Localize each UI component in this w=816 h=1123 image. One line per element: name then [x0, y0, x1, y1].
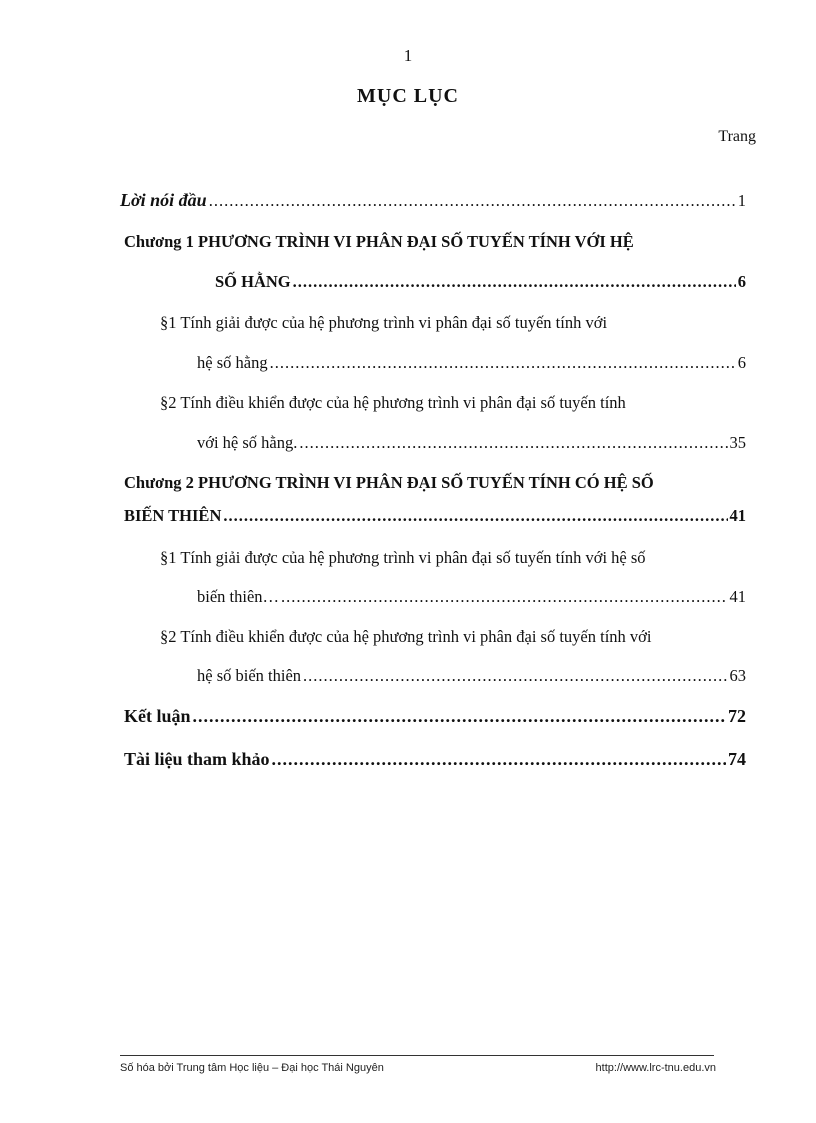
toc-page: 72	[728, 706, 746, 726]
toc-entry-preface[interactable]	[120, 190, 746, 211]
dot-leader	[223, 506, 727, 526]
toc-label: Kết luận	[124, 706, 191, 726]
page-column-label: Trang	[718, 128, 756, 145]
toc-page: 74	[728, 749, 746, 769]
toc-label: hệ số hằng	[197, 353, 268, 372]
toc-section-line[interactable]: §1 Tính giải được của hệ phương trình vi phân đại số tuyến tính với hệ số	[160, 548, 646, 567]
page-number: 1	[403, 46, 413, 65]
dot-leader	[303, 666, 727, 686]
toc-entry-references[interactable]	[124, 749, 746, 770]
toc-entry-section[interactable]	[197, 433, 746, 453]
toc-page: 1	[737, 191, 746, 210]
toc-label: BIẾN THIÊN	[124, 506, 222, 525]
toc-page: 6	[737, 272, 746, 291]
toc-page: 63	[729, 666, 746, 685]
toc-label: Tài liệu tham khảo	[124, 749, 270, 769]
dot-leader	[193, 706, 726, 727]
toc-entry-chapter2[interactable]	[124, 506, 746, 526]
toc-entry-section[interactable]	[197, 666, 746, 686]
dot-leader	[293, 272, 736, 292]
toc-page: 41	[729, 506, 746, 525]
toc-page: 6	[737, 353, 746, 372]
dot-leader	[281, 587, 727, 607]
toc-section-line[interactable]: §2 Tính điều khiển được của hệ phương trình vi phân đại số tuyến tính với	[160, 627, 652, 646]
dot-leader	[272, 749, 726, 770]
toc-section-line[interactable]: §2 Tính điều khiển được của hệ phương trình vi phân đại số tuyến tính	[160, 393, 626, 412]
toc-label: SỐ HẰNG	[215, 272, 291, 291]
toc-entry-section[interactable]	[197, 353, 746, 373]
dot-leader	[299, 433, 727, 453]
toc-entry-conclusion[interactable]	[124, 706, 746, 727]
toc-page: 41	[729, 587, 746, 606]
dot-leader	[209, 191, 736, 211]
toc-entry-section[interactable]	[197, 587, 746, 607]
dot-leader	[270, 353, 736, 373]
footer-rule	[120, 1055, 714, 1056]
toc-chapter2-heading[interactable]: Chương 2 PHƯƠNG TRÌNH VI PHÂN ĐẠI SỐ TUYẾN TÍNH CÓ HỆ SỐ	[124, 473, 654, 492]
toc-section-line[interactable]: §1 Tính giải được của hệ phương trình vi phân đại số tuyến tính với	[160, 313, 608, 332]
toc-label: biến thiên…	[197, 587, 280, 606]
footer-credit: Số hóa bởi Trung tâm Học liệu – Đại học Thái Nguyên	[120, 1062, 384, 1074]
page-title: MỤC LỤC	[357, 85, 459, 107]
toc-page: 35	[729, 433, 746, 452]
toc-label: hệ số biến thiên	[197, 666, 302, 685]
toc-label: với hệ số hằng.	[197, 433, 298, 452]
toc-entry-chapter1[interactable]	[215, 272, 746, 292]
toc-label: Lời nói đầu	[120, 190, 207, 210]
footer-url[interactable]: http://www.lrc-tnu.edu.vn	[595, 1062, 716, 1074]
toc-chapter1-heading[interactable]: Chương 1 PHƯƠNG TRÌNH VI PHÂN ĐẠI SỐ TUYẾN TÍNH VỚI HỆ	[124, 232, 634, 251]
